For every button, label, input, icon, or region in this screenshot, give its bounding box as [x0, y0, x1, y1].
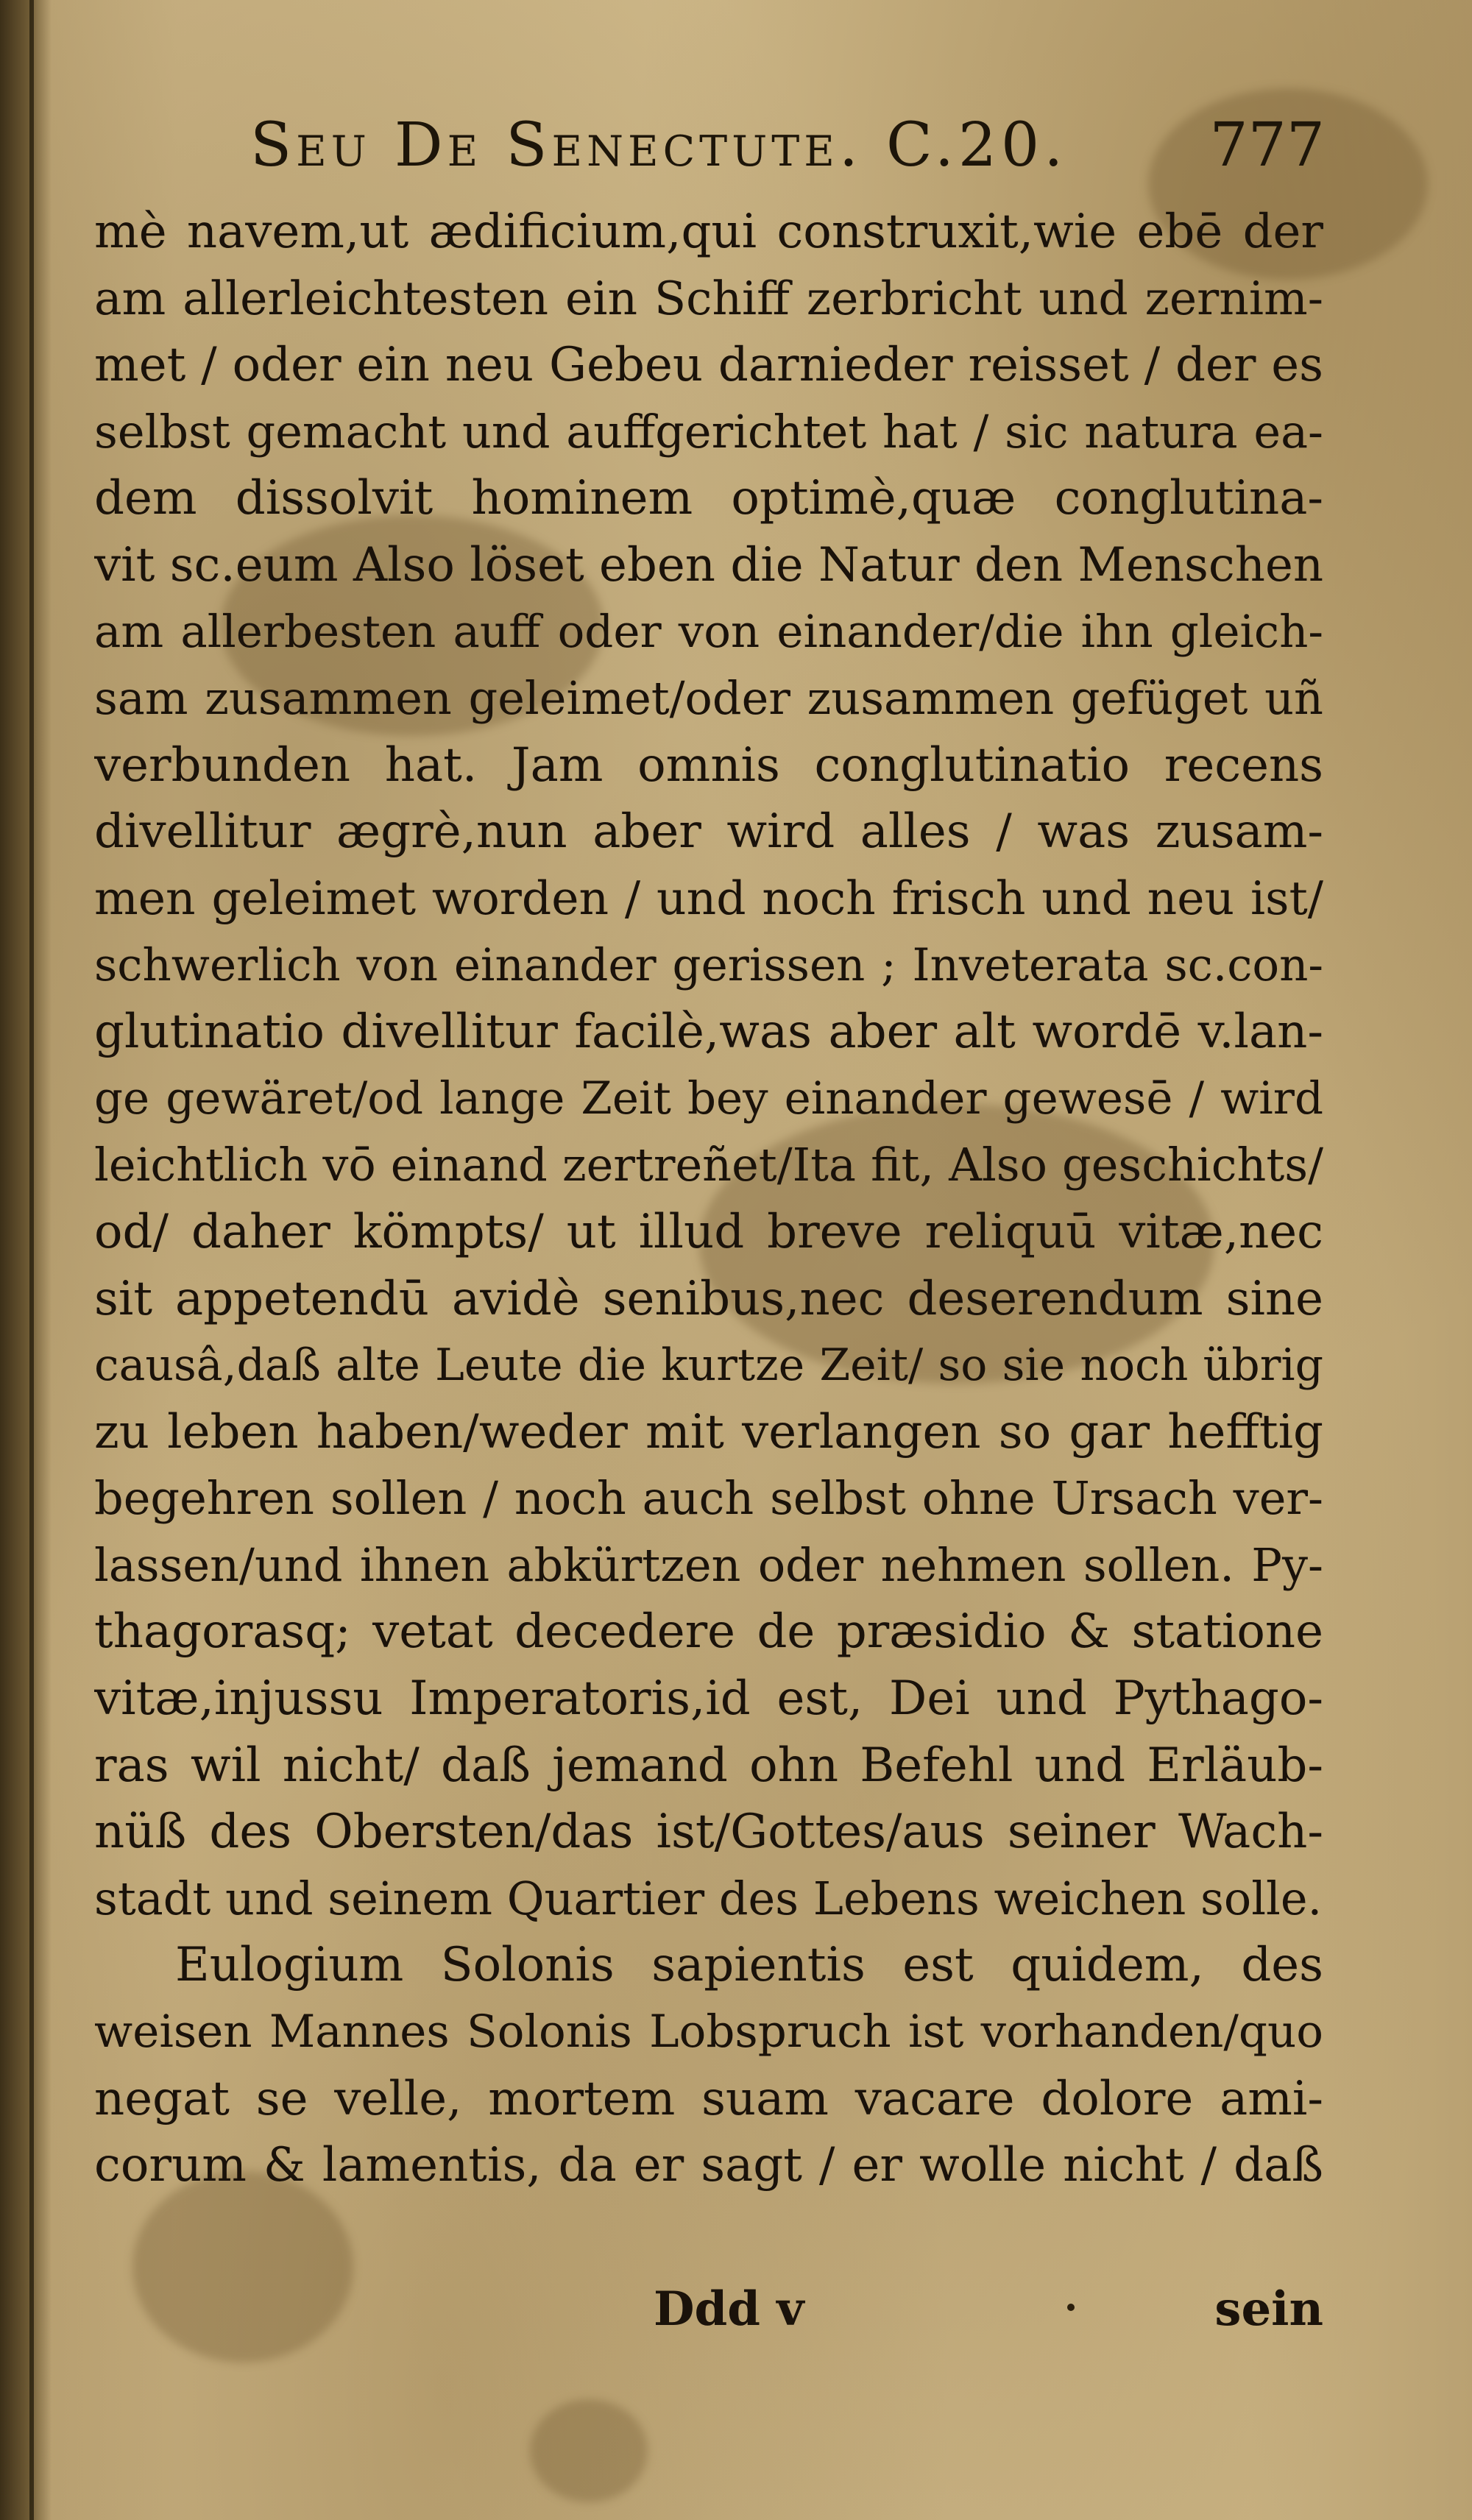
text-line: begehren sollen / noch auch selbst ohne Ursach ver-: [94, 1471, 1323, 1526]
text-line: stadt und seinem Quartier des Lebens weichen solle.: [94, 1871, 1323, 1925]
text-line: divellitur ægrè,nun aber wird alles / was zusam-: [94, 804, 1323, 860]
ink-dot: [1067, 2304, 1075, 2311]
text-line: dem dissolvit hominem optimè,quæ conglutina-: [94, 471, 1323, 526]
text-line: lassen/und ihnen abkürtzen oder nehmen sollen. Py-: [94, 1537, 1323, 1592]
text-line: corum & lamentis, da er sagt / er wolle nicht / daß: [94, 2138, 1323, 2193]
text-line: sam zusammen geleimet/oder zusammen gefüget uñ: [94, 671, 1323, 726]
text-line: men geleimet worden / und noch frisch und neu ist/: [94, 871, 1323, 925]
catchline: [94, 2282, 1323, 2355]
text-line: ras wil nicht/ daß jemand ohn Befehl und Erläub-: [94, 1738, 1323, 1793]
paper-stain: [530, 2399, 648, 2502]
text-line: nüß des Obersten/das ist/Gottes/aus seiner Wach-: [94, 1805, 1323, 1860]
text-line: sit appetendū avidè senibus,nec deserendum sine: [94, 1271, 1323, 1326]
text-line: met / oder ein neu Gebeu darnieder reisset / der es: [94, 338, 1323, 393]
text-line: Eulogium Solonis sapientis est quidem, des: [175, 1938, 1323, 1993]
text-line: mè navem,ut ædificium,qui construxit,wie ebē der: [94, 205, 1323, 259]
running-title: Seu De Senectute. C.20.: [250, 110, 1068, 180]
signature-mark: Ddd v: [654, 2282, 804, 2337]
text-line: ge gewäret/od lange Zeit bey einander gewesē / wird: [94, 1072, 1323, 1125]
spine-line: [29, 0, 34, 2520]
running-head: [250, 110, 1281, 191]
page-number: 777: [1209, 110, 1325, 180]
text-block: [94, 199, 1323, 2318]
text-line: od/ daher kömpts/ ut illud breve reliquū vitæ,nec: [94, 1204, 1323, 1259]
catchword: sein: [1214, 2282, 1323, 2337]
text-line: am allerleichtesten ein Schiff zerbricht und zernim-: [94, 271, 1323, 325]
text-line: vit sc.eum Also löset eben die Natur den Menschen: [94, 537, 1323, 592]
text-line: weisen Mannes Solonis Lobspruch ist vorhanden/quo: [94, 2006, 1323, 2059]
text-line: causâ,daß alte Leute die kurtze Zeit/ so sie noch übrig: [94, 1339, 1323, 1392]
text-line: verbunden hat. Jam omnis conglutinatio recens: [94, 737, 1323, 793]
spine-shadow: [0, 0, 52, 2520]
text-line: am allerbesten auff oder von einander/die ihn gleich-: [94, 605, 1323, 658]
text-line: negat se velle, mortem suam vacare dolore ami-: [94, 2071, 1323, 2126]
text-line: selbst gemacht und auffgerichtet hat / sic natura ea-: [94, 404, 1323, 459]
text-line: thagorasq; vetat decedere de præsidio & statione: [94, 1604, 1323, 1660]
text-line: schwerlich von einander gerissen ; Inveterata sc.con-: [94, 938, 1323, 991]
text-line: vitæ,injussu Imperatoris,id est, Dei und Pythago-: [94, 1671, 1323, 1727]
text-line: zu leben haben/weder mit verlangen so gar hefftig: [94, 1404, 1323, 1459]
text-line: leichtlich vō einand zertreñet/Ita fit, Also geschichts/: [94, 1138, 1323, 1192]
text-line: glutinatio divellitur facilè,was aber alt wordē v.lan-: [94, 1005, 1323, 1060]
